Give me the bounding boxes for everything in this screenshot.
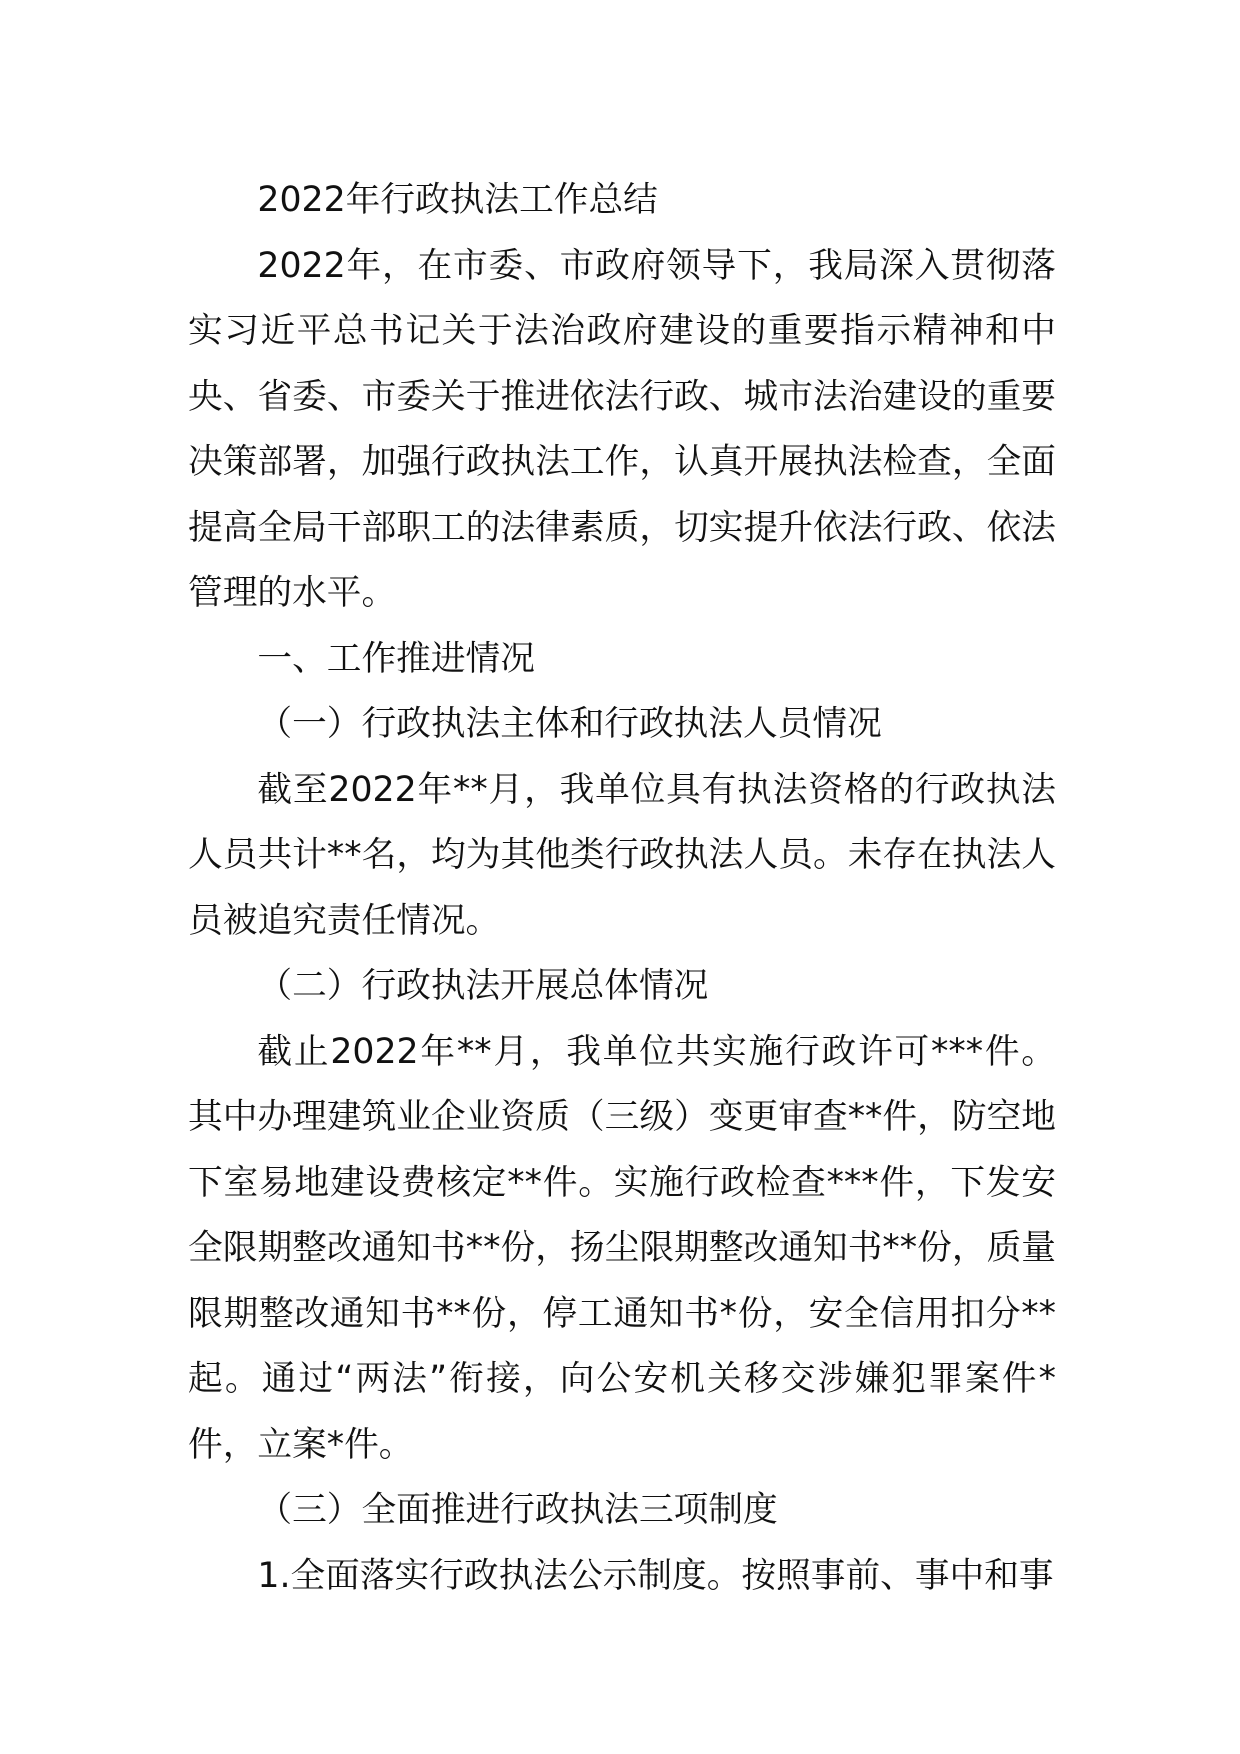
subsection-heading-overall-situation: （二）行政执法开展总体情况: [257, 966, 709, 1006]
intro-paragraph: 2022年，在市委、市政府领导下，我局深入贯彻落实习近平总书记关于法治政府建设的重要指示精神和中央、省委、市委关于推进依法行政、城市法治建设的重要决策部署，加强行政执法工作，认真开展执法检查，全面提高全局干部职工的法律素质，切实提升依法行政、依法管理的水平。: [188, 245, 1056, 613]
publicity-system-paragraph: 1.全面落实行政执法公示制度。按照事前、事中和事: [257, 1555, 1054, 1596]
document-body: [188, 168, 1056, 1609]
overall-situation-paragraph: 截止2022年**月，我单位共实施行政许可***件。其中办理建筑业企业资质（三级）变更审查**件，防空地下室易地建设费核定**件。实施行政检查***件，下发安全限期整改通知书**份，扬尘限期整改通知书**份，质量限期整改通知书**份，停工通知书*份，安全信用扣分**起。通过“两法”衔接，向公安机关移交涉嫌犯罪案件*件，立案*件。: [188, 1031, 1056, 1465]
enforcement-subjects-paragraph: 截至2022年**月，我单位具有执法资格的行政执法人员共计**名，均为其他类行政执法人员。未存在执法人员被追究责任情况。: [188, 769, 1056, 941]
document-title: 2022年行政执法工作总结: [257, 180, 658, 220]
subsection-heading-enforcement-subjects: （一）行政执法主体和行政执法人员情况: [257, 704, 882, 744]
section-heading-work-progress: 一、工作推进情况: [257, 638, 535, 679]
subsection-heading-three-systems: （三）全面推进行政执法三项制度: [257, 1490, 778, 1530]
